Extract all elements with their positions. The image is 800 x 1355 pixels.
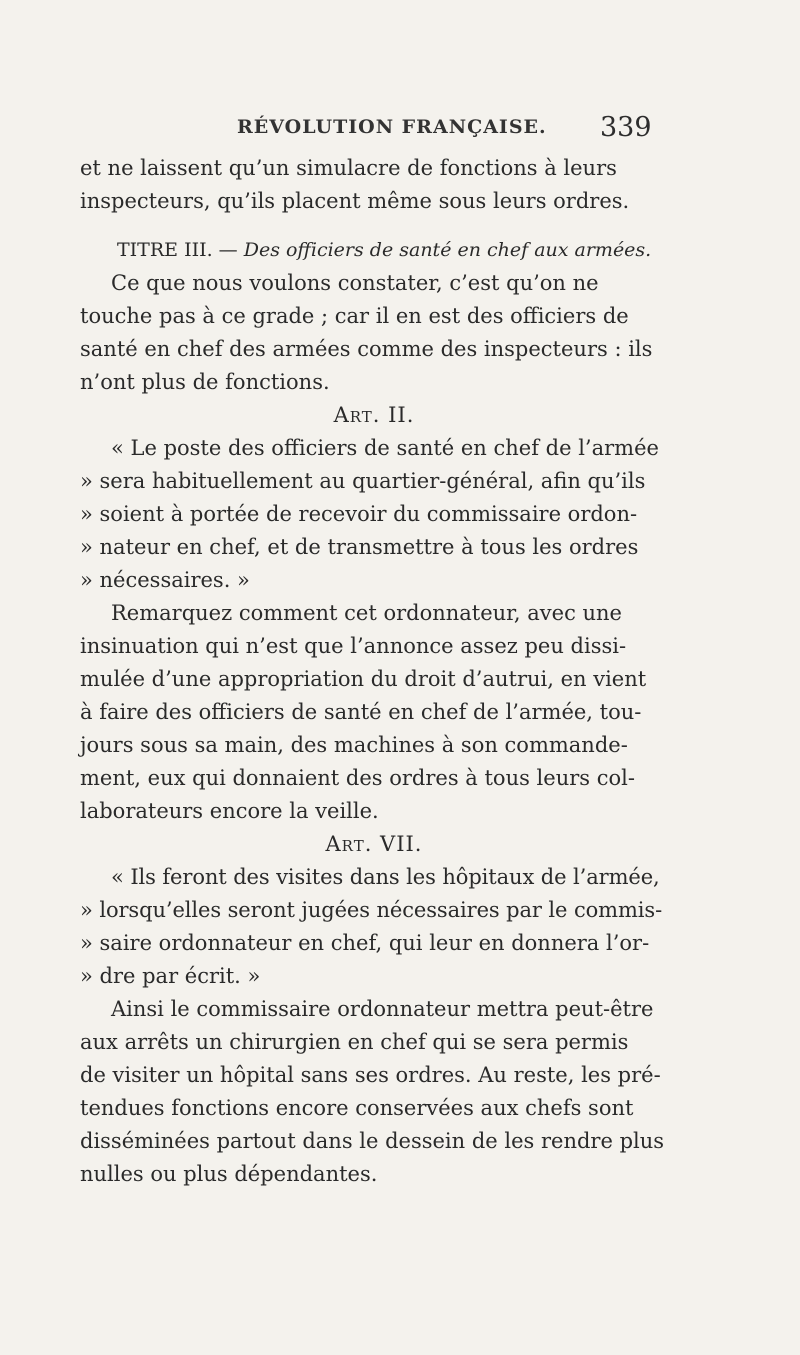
quote-line: » saire ordonnateur en chef, qui leur en donnera l’or- — [80, 931, 650, 955]
quote-line: » sera habituellement au quartier-général, afin qu’ils — [80, 469, 646, 493]
quote-line: « Le poste des officiers de santé en chef de l’armée — [111, 436, 659, 460]
paragraph-line: santé en chef des armées comme des inspecteurs : ils — [80, 337, 653, 361]
paragraph-line: n’ont plus de fonctions. — [80, 370, 330, 394]
quote-line: » nateur en chef, et de transmettre à tous les ordres — [80, 535, 639, 559]
text-line: inspecteurs, qu’ils placent même sous leurs ordres. — [80, 189, 630, 213]
section-title-label: TITRE III. — — [117, 239, 238, 261]
text-line: et ne laissent qu’un simulacre de fonctions à leurs — [80, 156, 617, 180]
paragraph-line: mulée d’une appropriation du droit d’autrui, en vient — [80, 667, 647, 691]
running-head: RÉVOLUTION FRANÇAISE. — [237, 116, 547, 138]
paragraph-line: de visiter un hôpital sans ses ordres. Au reste, les pré- — [80, 1063, 661, 1087]
paragraph-line: Ce que nous voulons constater, c’est qu’on ne — [111, 271, 599, 295]
section-title-italic: Des officiers de santé en chef aux armées. — [243, 239, 652, 261]
page-body — [80, 152, 665, 1191]
paragraph-line: touche pas à ce grade ; car il en est des officiers de — [80, 304, 629, 328]
quote-line: » dre par écrit. » — [80, 964, 261, 988]
quote-line: » lorsqu’elles seront jugées nécessaires par le commis- — [80, 898, 663, 922]
article-heading: Art. VII. — [325, 832, 423, 856]
page-number: 339 — [600, 112, 652, 143]
paragraph-line: aux arrêts un chirurgien en chef qui se sera permis — [80, 1030, 629, 1054]
paragraph-line: disséminées partout dans le dessein de les rendre plus — [80, 1129, 665, 1153]
paragraph-line: Remarquez comment cet ordonnateur, avec une — [111, 601, 622, 625]
section-title — [80, 234, 652, 267]
paragraph-line: insinuation qui n’est que l’annonce assez peu dissi- — [80, 634, 627, 658]
paragraph-line: nulles ou plus dépendantes. — [80, 1162, 378, 1186]
paragraph-line: ment, eux qui donnaient des ordres à tous leurs col- — [80, 766, 635, 790]
quote-line: » nécessaires. » — [80, 568, 250, 592]
paragraph-line: laborateurs encore la veille. — [80, 799, 379, 823]
paragraph-line: Ainsi le commissaire ordonnateur mettra peut-être — [111, 997, 654, 1021]
quote-line: « Ils feront des visites dans les hôpitaux de l’armée, — [111, 865, 660, 889]
paragraph-line: à faire des officiers de santé en chef de l’armée, tou- — [80, 700, 642, 724]
paragraph-line: tendues fonctions encore conservées aux chefs sont — [80, 1096, 634, 1120]
page-header — [0, 112, 800, 152]
article-heading: Art. II. — [333, 403, 415, 427]
quote-line: » soient à portée de recevoir du commissaire ordon- — [80, 502, 638, 526]
paragraph-line: jours sous sa main, des machines à son commande- — [80, 733, 628, 757]
